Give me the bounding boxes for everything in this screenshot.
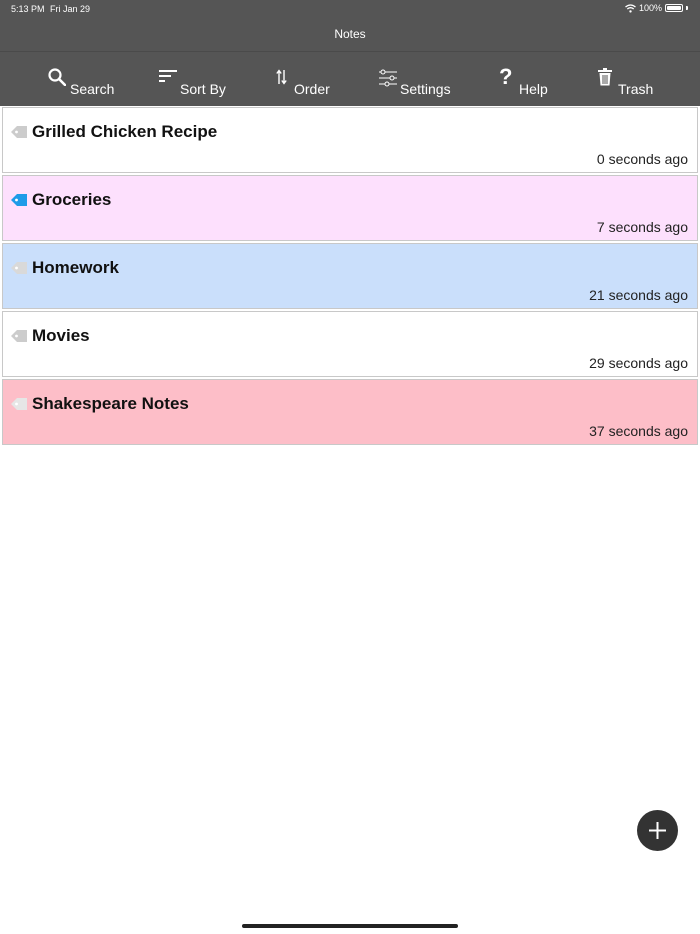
status-date: Fri Jan 29: [50, 4, 91, 14]
order-arrows-icon: [276, 68, 288, 86]
note-item[interactable]: [2, 175, 698, 241]
note-title: Grilled Chicken Recipe: [32, 122, 218, 141]
status-right: [625, 3, 688, 13]
sort-icon: [158, 68, 178, 84]
settings-label: Settings: [400, 81, 451, 97]
note-timestamp: 37 seconds ago: [589, 423, 688, 439]
toolbar: [0, 51, 700, 106]
note-timestamp: 21 seconds ago: [589, 287, 688, 303]
tag-icon: [10, 261, 28, 275]
plus-icon: [649, 822, 666, 839]
search-label: Search: [70, 81, 115, 97]
help-button[interactable]: [499, 64, 551, 98]
note-timestamp: 7 seconds ago: [596, 219, 688, 235]
note-title: Homework: [32, 258, 119, 277]
home-indicator[interactable]: [242, 924, 458, 928]
wifi-icon: [625, 4, 636, 13]
note-timestamp: 29 seconds ago: [589, 355, 688, 371]
tag-icon: [10, 397, 28, 411]
order-button[interactable]: [276, 68, 334, 98]
help-label: Help: [519, 81, 548, 97]
settings-button[interactable]: [378, 68, 453, 98]
sort-by-label: Sort By: [180, 81, 226, 97]
tag-icon: [10, 329, 28, 343]
note-item[interactable]: [2, 379, 698, 445]
tag-icon: [10, 193, 28, 207]
note-item[interactable]: [2, 311, 698, 377]
page-title: Notes: [334, 27, 366, 41]
trash-button[interactable]: [598, 68, 652, 98]
search-button[interactable]: [48, 68, 113, 98]
sort-by-button[interactable]: [158, 68, 228, 98]
note-timestamp: 0 seconds ago: [596, 151, 688, 167]
nav-title-bar: [0, 18, 700, 51]
battery-icon: [665, 4, 683, 12]
note-item[interactable]: [2, 107, 698, 173]
battery-tip: [686, 6, 688, 10]
trash-icon: [598, 68, 612, 86]
search-icon: [48, 68, 66, 86]
question-mark-icon: ?: [499, 64, 513, 89]
add-note-button[interactable]: [637, 810, 678, 851]
note-title: Groceries: [32, 190, 112, 209]
note-title: Shakespeare Notes: [32, 394, 189, 413]
battery-percent: 100%: [638, 3, 662, 13]
order-label: Order: [294, 81, 330, 97]
trash-label: Trash: [618, 81, 654, 97]
status-time: 5:13 PM: [11, 4, 45, 14]
note-title: Movies: [32, 326, 90, 345]
note-item[interactable]: [2, 243, 698, 309]
tag-icon: [10, 125, 28, 139]
sliders-icon: [378, 68, 398, 88]
status-bar: [0, 0, 700, 18]
